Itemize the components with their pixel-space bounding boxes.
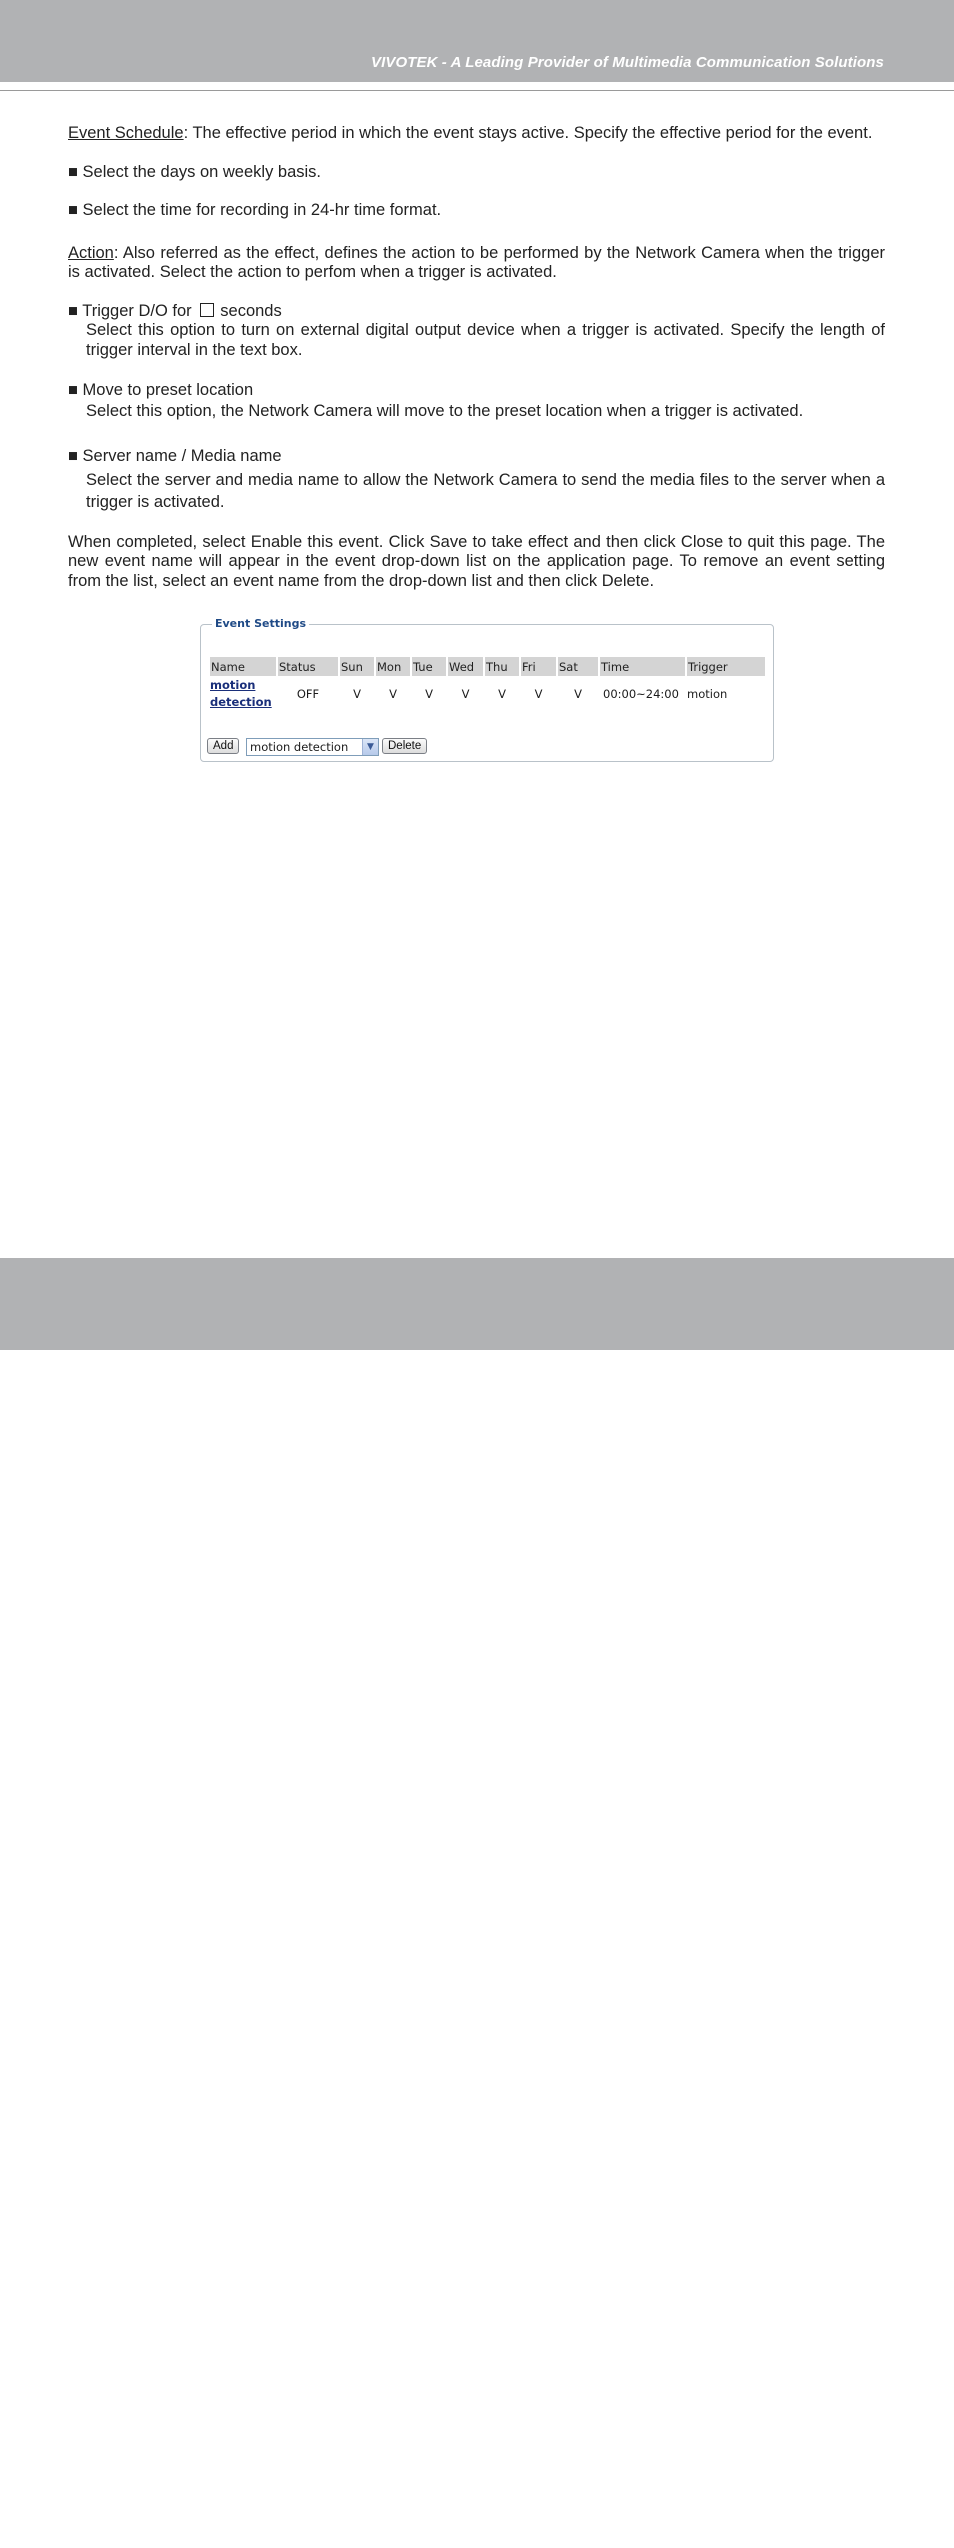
table-header-row [210, 657, 765, 676]
bullet-time: ■ Select the time for recording in 24-hr time format. [68, 201, 442, 219]
footer-page-label: User's Manual - 55 [768, 2532, 886, 2548]
action-text: : Also referred as the effect, defines the action to be performed by the Network Camera when the trigger is activated. Select the action to perfom when a trigger is activated. [68, 243, 885, 281]
action-term: Action [68, 243, 114, 262]
server-desc: Select the server and media name to allow the Network Camera to send the media files to the server when a trigger is activated. [86, 470, 885, 511]
event-schedule-paragraph [68, 124, 885, 144]
trigger-cell: motion [687, 687, 728, 701]
event-table [208, 657, 767, 712]
action-paragraph [68, 244, 885, 283]
event-name-link-line1[interactable]: motion [210, 678, 256, 692]
col-trigger: Trigger [687, 657, 765, 676]
header-rule [0, 90, 954, 91]
event-name-link-line2[interactable]: detection [210, 695, 272, 709]
event-name-cell[interactable] [210, 676, 276, 712]
col-mon: Mon [376, 657, 410, 676]
header-band [0, 0, 954, 82]
event-settings-panel [200, 617, 774, 762]
event-schedule-text: : The effective period in which the event stays active. Specify the effective period for the event. [183, 124, 873, 142]
footer-band [0, 1258, 954, 2548]
event-schedule-term: Event Schedule [68, 124, 184, 142]
server-label: ■ Server name / Media name [68, 447, 282, 465]
checkbox-icon [200, 303, 214, 317]
event-select[interactable] [246, 738, 379, 756]
add-button[interactable]: Add [207, 738, 239, 754]
wed-cell: V [461, 687, 470, 701]
fri-cell: V [534, 687, 543, 701]
sun-cell: V [353, 687, 361, 701]
delete-button[interactable]: Delete [382, 738, 427, 754]
bullet-days: ■ Select the days on weekly basis. [68, 162, 322, 181]
thu-cell: V [498, 687, 506, 701]
event-settings-legend: Event Settings [212, 617, 309, 630]
table-row [210, 676, 765, 712]
sat-cell: V [574, 687, 582, 701]
col-sun: Sun [340, 657, 374, 676]
preset-label: ■ Move to preset location [68, 381, 254, 399]
trigger-do-label-after: seconds [220, 301, 282, 320]
tue-cell: V [425, 687, 433, 701]
col-name: Name [210, 657, 276, 676]
col-status: Status [278, 657, 338, 676]
col-time: Time [600, 657, 685, 676]
mon-cell: V [389, 687, 397, 701]
col-wed: Wed [448, 657, 483, 676]
time-cell: 00:00~24:00 [603, 687, 679, 701]
col-fri: Fri [521, 657, 556, 676]
trigger-do-label [68, 302, 885, 322]
col-thu: Thu [485, 657, 519, 676]
preset-desc: Select this option, the Network Camera will move to the preset location when a trigger is activated. [86, 401, 804, 420]
chevron-down-icon[interactable]: ▼ [362, 739, 378, 755]
col-sat: Sat [558, 657, 598, 676]
trigger-do-desc: Select this option to turn on external digital output device when a trigger is activated. Specify the length of trigger interval in the text box. [86, 321, 885, 359]
col-tue: Tue [412, 657, 446, 676]
event-select-value: motion detection [250, 740, 349, 754]
status-cell: OFF [296, 687, 320, 701]
header-title: VIVOTEK - A Leading Provider of Multimedia Communication Solutions [370, 54, 884, 71]
trigger-do-label-before: ■ Trigger D/O for [68, 301, 192, 320]
completion-paragraph: When completed, select Enable this event. Click Save to take effect and then click Close to quit this page. The new event name will appear in the event drop-down list on the application page. To remove an event setting from the list, select an event name from the drop-down list and then click Delete. [68, 532, 885, 590]
manual-content [68, 124, 885, 591]
